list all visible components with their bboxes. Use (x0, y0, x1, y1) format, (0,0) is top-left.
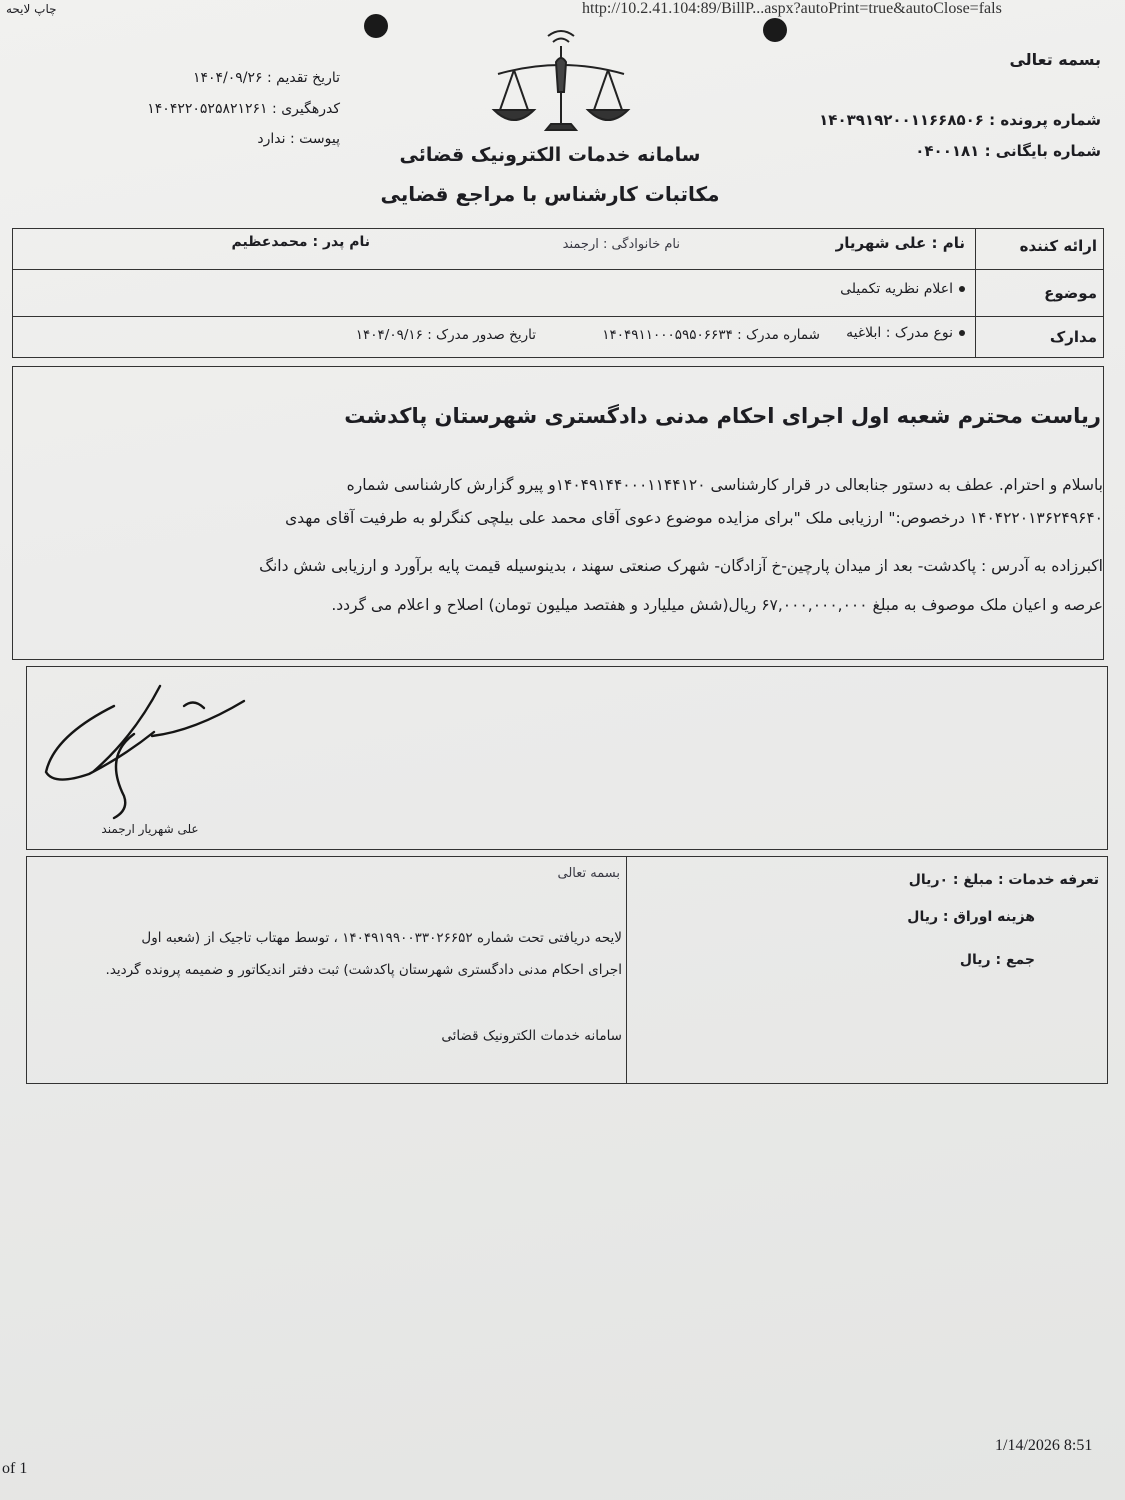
letter-line-1: باسلام و احترام. عطف به دستور جنابعالی در قرار کارشناسی ۱۴۰۴۹۱۴۴۰۰۰۱۱۴۴۱۲۰و پیرو گزارش کارشناسی شماره (346, 476, 1103, 494)
archive-number: شماره بایگانی : ۰۴۰۰۱۸۱ (915, 142, 1101, 160)
submitter-father-name: نام پدر : محمدعظیم (231, 234, 370, 250)
total-cost: جمع : ریال (959, 952, 1035, 968)
print-corner-label: چاپ لایحه (6, 2, 57, 16)
print-datetime: 1/14/2026 8:51 (995, 1437, 1093, 1454)
subject-value (840, 281, 965, 297)
submitter-label: ارائه کننده (1019, 237, 1097, 255)
letter-line-4: عرصه و اعیان ملک موصوف به مبلغ ۶۷,۰۰۰,۰۰۰,۰۰۰ ریال(شش میلیارد و هفتصد میلیون تومان) اصلاح و اعلام می گردد. (331, 596, 1103, 614)
punch-hole (763, 18, 787, 42)
letter-line-2: ۱۴۰۴۲۲۰۱۳۶۲۴۹۶۴۰ درخصوص:" ارزیابی ملک "برای مزایده موضوع دعوی آقای محمد علی بیلچی کنگرلو به طرفیت آقای مهدی (285, 509, 1103, 527)
case-number: شماره پرونده : ۱۴۰۳۹۱۹۲۰۰۱۱۶۶۸۵۰۶ (819, 111, 1101, 129)
letter-addressee: ریاست محترم شعبه اول اجرای احکام مدنی دادگستری شهرستان پاکدشت (344, 404, 1101, 428)
signer-name: علی شهریار ارجمند (101, 822, 199, 836)
tracking-code: کدرهگیری : ۱۴۰۴۲۲۰۵۲۵۸۲۱۲۶۱ (147, 101, 340, 117)
print-url: http://10.2.41.104:89/BillP...aspx?autoPrint=true&autoClose=fals (582, 0, 1002, 17)
service-fee: تعرفه خدمات : مبلغ : ۰ریال (908, 872, 1099, 888)
submitter-family-name: نام خانوادگی : ارجمند (562, 237, 680, 252)
receipt-line-2: اجرای احکام مدنی دادگستری شهرستان پاکدشت) ثبت دفتر اندیکاتور و ضمیمه پرونده گردید. (105, 962, 622, 978)
invocation: بسمه تعالی (1009, 50, 1101, 69)
documents-label: مدارک (1049, 328, 1097, 346)
paper-cost: هزینه اوراق : ریال (907, 909, 1035, 925)
doc-issue-date: تاریخ صدور مدرک : ۱۴۰۴/۰۹/۱۶ (355, 327, 536, 343)
submit-date: تاریخ تقدیم : ۱۴۰۴/۰۹/۲۶ (192, 70, 340, 86)
bullet-icon (959, 330, 965, 336)
receipt-footer: سامانه خدمات الکترونیک قضائی (441, 1028, 622, 1044)
scales-of-justice-icon (486, 22, 636, 142)
doc-type (846, 325, 965, 341)
document-title: مکاتبات کارشناس با مراجع قضایی (380, 182, 720, 206)
handwritten-signature (34, 676, 264, 826)
bullet-icon (959, 286, 965, 292)
letter-line-3: اکبرزاده به آدرس : پاکدشت- بعد از میدان پارچین-خ آزادگان- شهرک صنعتی سهند ، بدینوسیله قیمت پایه برآورد و ارزیابی شش دانگ (259, 557, 1103, 575)
system-title: سامانه خدمات الکترونیک قضائی (399, 144, 701, 166)
receipt-invocation: بسمه تعالی (557, 866, 620, 881)
subject-text: اعلام نظریه تکمیلی (840, 281, 953, 297)
submitter-name: نام : علی شهریار (835, 234, 965, 252)
attachment: پیوست : ندارد (257, 131, 340, 147)
doc-type-text: نوع مدرک : ابلاغیه (846, 325, 953, 341)
page-count: of 1 (2, 1460, 28, 1477)
punch-hole (364, 14, 388, 38)
subject-label: موضوع (1044, 284, 1097, 302)
doc-number: شماره مدرک : ۱۴۰۴۹۱۱۰۰۰۵۹۵۰۶۶۳۴ (602, 327, 820, 343)
receipt-line-1: لایحه دریافتی تحت شماره ۱۴۰۴۹۱۹۹۰۰۳۳۰۲۶۶۵۲ ، توسط مهتاب تاجیک از (شعبه اول (141, 930, 622, 946)
